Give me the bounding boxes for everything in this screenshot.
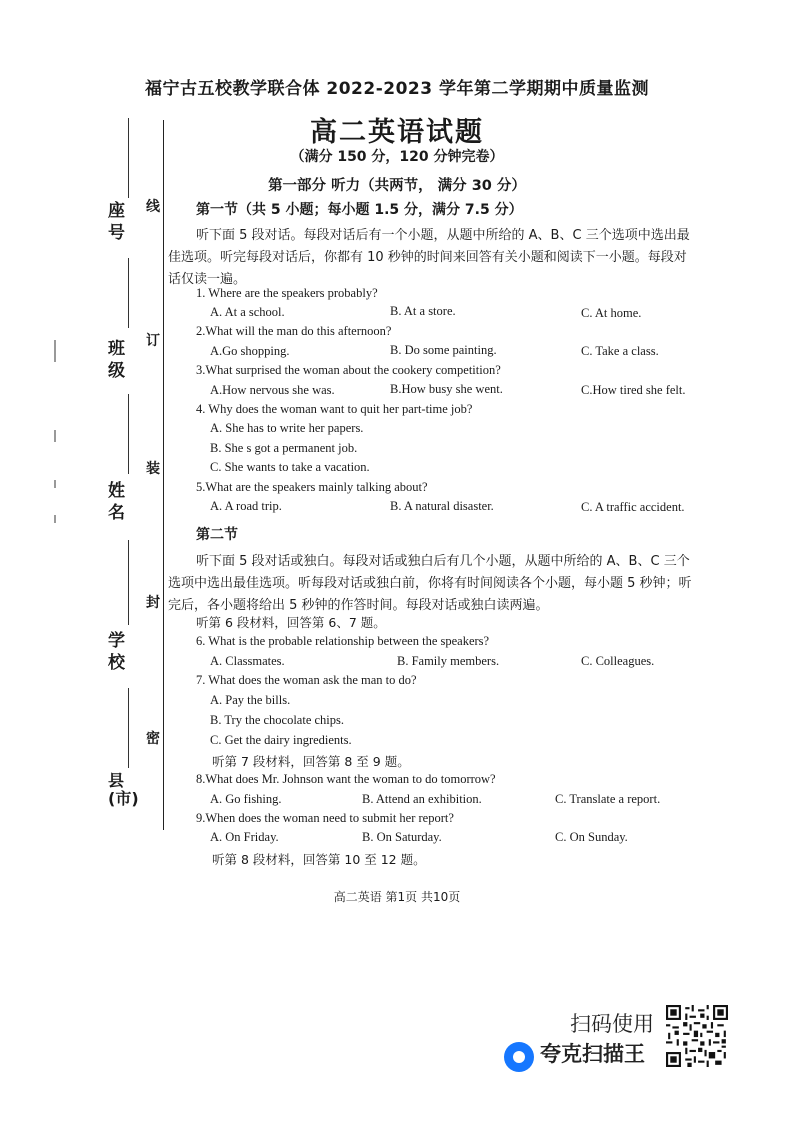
option: C.How tired she felt. bbox=[581, 383, 686, 397]
option: A. Pay the bills. bbox=[210, 693, 291, 707]
option: B. A natural disaster. bbox=[390, 499, 494, 513]
section1-instructions: 听下面 5 段对话。每段对话后有一个小题，从题中所给的 A、B、C 三个选项中选出最佳选项。听完每段对话后，你都有 10 秒钟的时间来回答有关小题和阅读下一小题。每段对话仅读一遍。 bbox=[168, 228, 690, 287]
option: B. At a store. bbox=[390, 304, 456, 318]
page-title: 高二英语试题 bbox=[310, 117, 484, 148]
seal-char: 封 bbox=[146, 595, 160, 611]
option: B. Try the chocolate chips. bbox=[210, 713, 345, 727]
option: A.Go shopping. bbox=[210, 344, 290, 358]
option: A. She has to write her papers. bbox=[210, 421, 364, 435]
option: C. Get the dairy ingredients. bbox=[210, 733, 352, 747]
option: C. Take a class. bbox=[581, 344, 659, 358]
option: B.How busy she went. bbox=[390, 382, 503, 396]
field-county: 县(市) bbox=[108, 771, 139, 808]
seal-char: 线 bbox=[146, 199, 160, 215]
option: B. Do some painting. bbox=[390, 343, 497, 357]
question-stem: 9.When does the woman need to submit her report? bbox=[196, 811, 454, 825]
edge-mark bbox=[54, 515, 56, 523]
option: A. Classmates. bbox=[210, 654, 285, 668]
question-stem: 5.What are the speakers mainly talking about? bbox=[196, 480, 428, 494]
seal-char: 密 bbox=[146, 731, 160, 747]
material-note: 听第 8 段材料，回答第 10 至 12 题。 bbox=[212, 852, 426, 867]
question-stem: 7. What does the woman ask the man to do? bbox=[196, 673, 417, 687]
section2-instructions: 听下面 5 段对话或独白。每段对话或独白后有几个小题，从题中所给的 A、B、C 三个选项中选出最佳选项。听每段对话或独白前，你将有时间阅读各个小题，每小题 5 秒钟；听完后，各小题将给出 5 秒钟的作答时间。每段对话或独白读两遍。 bbox=[168, 554, 692, 613]
field-school: 学校 bbox=[108, 631, 125, 673]
scanner-brand: 夸克扫描王 bbox=[540, 1042, 645, 1066]
seal-char: 装 bbox=[146, 461, 160, 477]
option: A.How nervous she was. bbox=[210, 383, 335, 397]
edge-mark bbox=[54, 480, 56, 488]
question-stem: 8.What does Mr. Johnson want the woman to do tomorrow? bbox=[196, 772, 496, 786]
field-underline bbox=[128, 540, 129, 625]
option: B. On Saturday. bbox=[362, 830, 442, 844]
exam-subtitle: （满分 150 分，120 分钟完卷） bbox=[290, 149, 504, 165]
question-stem: 1. Where are the speakers probably? bbox=[196, 286, 378, 300]
option: A. At a school. bbox=[210, 305, 285, 319]
question-stem: 3.What surprised the woman about the cookery competition? bbox=[196, 363, 501, 377]
field-underline bbox=[128, 258, 129, 328]
option: B. Attend an exhibition. bbox=[362, 792, 482, 806]
option: C. On Sunday. bbox=[555, 830, 628, 844]
edge-mark bbox=[54, 340, 56, 362]
field-name: 姓名 bbox=[108, 481, 125, 523]
exam-header: 福宁古五校教学联合体 2022-2023 学年第二学期期中质量监测 bbox=[144, 79, 650, 99]
qr-code-icon bbox=[666, 1005, 728, 1067]
option: C. Translate a report. bbox=[555, 792, 661, 806]
question-stem: 6. What is the probable relationship between the speakers? bbox=[196, 634, 490, 648]
option: B. She s got a permanent job. bbox=[210, 441, 358, 455]
scan-label: 扫码使用 bbox=[570, 1012, 654, 1036]
question-stem: 2.What will the man do this afternoon? bbox=[196, 324, 392, 338]
binding-line bbox=[163, 120, 164, 830]
option: B. Family members. bbox=[397, 654, 500, 668]
option: C. At home. bbox=[581, 306, 642, 320]
question-stem: 4. Why does the woman want to quit her part-time job? bbox=[196, 402, 473, 416]
option: A. Go fishing. bbox=[210, 792, 282, 806]
field-seat: 座号 bbox=[108, 201, 125, 243]
material-note: 听第 6 段材料，回答第 6、7 题。 bbox=[196, 615, 386, 630]
option: C. A traffic accident. bbox=[581, 500, 685, 514]
section1-heading: 第一节（共 5 小题；每小题 1.5 分，满分 7.5 分） bbox=[196, 202, 523, 218]
option: C. Colleagues. bbox=[581, 654, 655, 668]
quark-logo-icon bbox=[504, 1042, 534, 1072]
material-note: 听第 7 段材料，回答第 8 至 9 题。 bbox=[212, 754, 410, 769]
part-heading: 第一部分 听力（共两节， 满分 30 分） bbox=[268, 178, 526, 194]
section2-heading: 第二节 bbox=[196, 527, 238, 543]
option: A. A road trip. bbox=[210, 499, 282, 513]
field-underline bbox=[128, 394, 129, 474]
field-class: 班级 bbox=[108, 339, 125, 381]
field-underline bbox=[128, 688, 129, 768]
option: C. She wants to take a vacation. bbox=[210, 460, 370, 474]
seal-char: 订 bbox=[146, 333, 160, 349]
edge-mark bbox=[54, 430, 56, 442]
option: A. On Friday. bbox=[210, 830, 279, 844]
page-footer: 高二英语 第1页 共10页 bbox=[333, 890, 461, 904]
